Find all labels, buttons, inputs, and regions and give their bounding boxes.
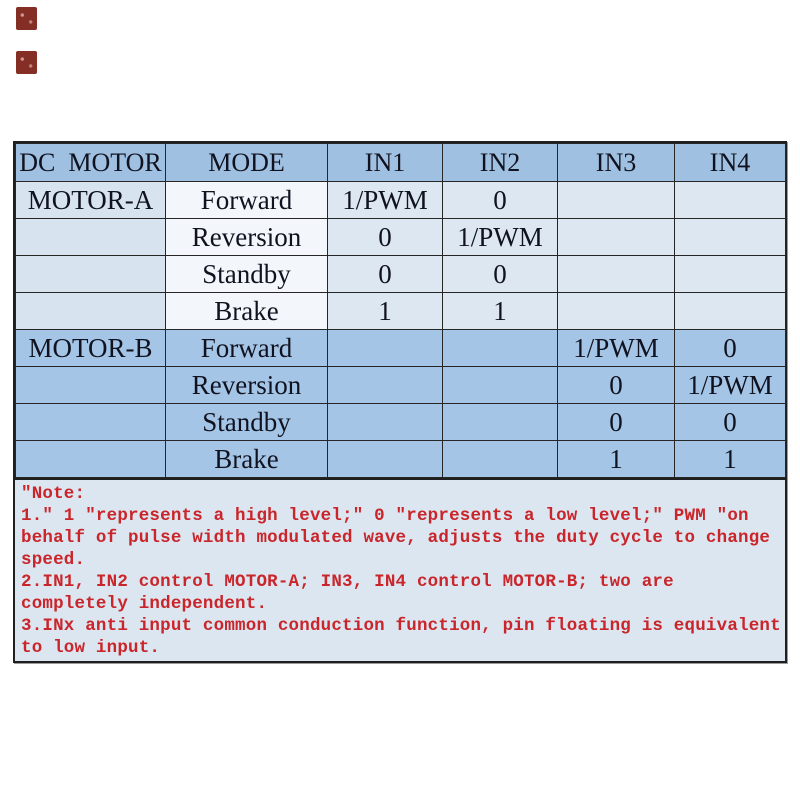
mode-cell: Forward [166, 182, 328, 219]
in1-cell [328, 330, 443, 367]
in3-cell [558, 219, 675, 256]
mode-cell: Reversion [166, 219, 328, 256]
in3-cell: 1 [558, 441, 675, 478]
motor-control-sheet [13, 141, 787, 663]
mode-cell: Standby [166, 404, 328, 441]
table-row [16, 293, 786, 330]
col-header-in2: IN2 [443, 144, 558, 182]
in2-cell: 0 [443, 256, 558, 293]
col-header-in4: IN4 [675, 144, 786, 182]
in2-cell: 0 [443, 182, 558, 219]
in2-cell: 1 [443, 293, 558, 330]
in4-cell [675, 293, 786, 330]
table-row [16, 441, 786, 478]
motor-cell [16, 404, 166, 441]
motor-cell: MOTOR-A [16, 182, 166, 219]
motor-cell [16, 219, 166, 256]
in2-cell [443, 330, 558, 367]
note-line: speed. [21, 550, 86, 570]
table-row [16, 219, 786, 256]
table-row [16, 330, 786, 367]
in2-cell [443, 404, 558, 441]
in4-cell: 0 [675, 404, 786, 441]
note-line: ″Note: [21, 484, 86, 504]
note-line: 1.″ 1 ″represents a high level;″ 0 ″represents a low level;″ PWM ″on [21, 506, 749, 526]
col-header-dc-motor: DC MOTOR [16, 144, 166, 182]
note-line: to low input. [21, 638, 161, 658]
in4-cell: 1 [675, 441, 786, 478]
motor-cell: MOTOR-B [16, 330, 166, 367]
in4-cell [675, 256, 786, 293]
mode-cell: Reversion [166, 367, 328, 404]
in1-cell [328, 367, 443, 404]
in4-cell [675, 219, 786, 256]
in3-cell: 1/PWM [558, 330, 675, 367]
in3-cell [558, 293, 675, 330]
col-header-in1: IN1 [328, 144, 443, 182]
red-stamp-icon [16, 51, 37, 74]
mode-cell: Brake [166, 293, 328, 330]
in1-cell: 0 [328, 256, 443, 293]
in2-cell: 1/PWM [443, 219, 558, 256]
motor-cell [16, 441, 166, 478]
mode-cell: Forward [166, 330, 328, 367]
table-row [16, 404, 786, 441]
table-row [16, 256, 786, 293]
in3-cell: 0 [558, 404, 675, 441]
mode-cell: Brake [166, 441, 328, 478]
in1-cell: 0 [328, 219, 443, 256]
motor-cell [16, 293, 166, 330]
in3-cell: 0 [558, 367, 675, 404]
col-header-in3: IN3 [558, 144, 675, 182]
in4-cell [675, 182, 786, 219]
mode-cell: Standby [166, 256, 328, 293]
in1-cell [328, 441, 443, 478]
motor-truth-table [15, 143, 786, 478]
in1-cell: 1/PWM [328, 182, 443, 219]
note-line: completely independent. [21, 594, 268, 614]
header-row [16, 144, 786, 182]
note-line: 3.INx anti input common conduction function, pin floating is equivalent [21, 616, 781, 636]
in3-cell [558, 182, 675, 219]
in4-cell: 0 [675, 330, 786, 367]
in1-cell: 1 [328, 293, 443, 330]
in2-cell [443, 441, 558, 478]
note-block [15, 478, 785, 661]
in4-cell: 1/PWM [675, 367, 786, 404]
motor-cell [16, 367, 166, 404]
in1-cell [328, 404, 443, 441]
motor-cell [16, 256, 166, 293]
note-line: behalf of pulse width modulated wave, adjusts the duty cycle to change [21, 528, 771, 548]
red-stamp-icon [16, 7, 37, 30]
table-row [16, 367, 786, 404]
note-line: 2.IN1, IN2 control MOTOR-A; IN3, IN4 control MOTOR-B; two are [21, 572, 674, 592]
col-header-mode: MODE [166, 144, 328, 182]
in2-cell [443, 367, 558, 404]
in3-cell [558, 256, 675, 293]
table-row [16, 182, 786, 219]
